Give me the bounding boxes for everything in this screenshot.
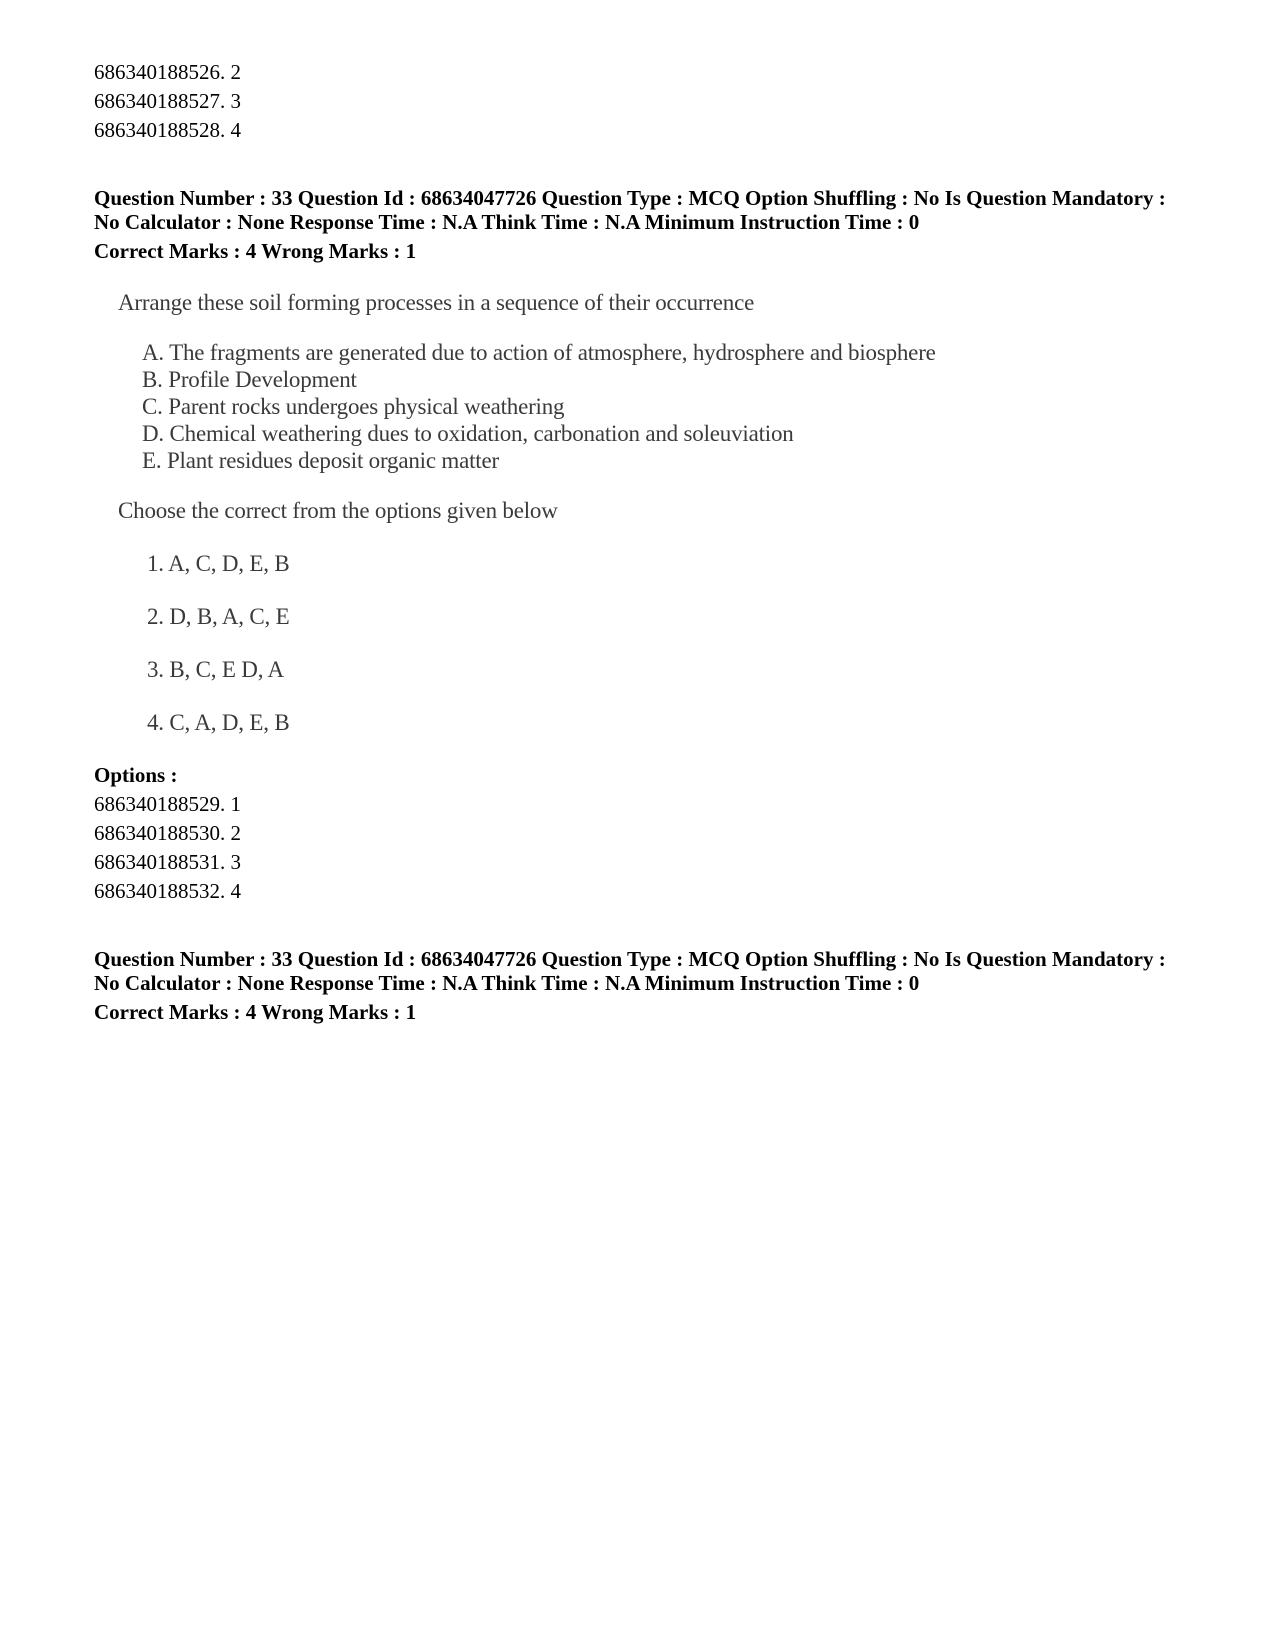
prev-option-line: 686340188527. 3 bbox=[94, 89, 241, 113]
question-stem: Arrange these soil forming processes in a sequence of their occurrence bbox=[118, 290, 755, 315]
next-question-marks: Correct Marks : 4 Wrong Marks : 1 bbox=[94, 1000, 417, 1024]
answer-choice: 1. A, C, D, E, B bbox=[147, 551, 290, 576]
next-question-header-line-2: No Calculator : None Response Time : N.A Think Time : N.A Minimum Instruction Time : 0 bbox=[94, 971, 920, 995]
option-line: 686340188529. 1 bbox=[94, 792, 241, 816]
statement-item: E. Plant residues deposit organic matter bbox=[142, 448, 499, 473]
option-line: 686340188532. 4 bbox=[94, 879, 241, 903]
statement-item: A. The fragments are generated due to action of atmosphere, hydrosphere and biosphere bbox=[142, 340, 936, 365]
question-marks: Correct Marks : 4 Wrong Marks : 1 bbox=[94, 239, 417, 263]
option-line: 686340188530. 2 bbox=[94, 821, 241, 845]
option-line: 686340188531. 3 bbox=[94, 850, 241, 874]
answer-choice: 3. B, C, E D, A bbox=[147, 657, 284, 682]
question-header-line-2: No Calculator : None Response Time : N.A Think Time : N.A Minimum Instruction Time : 0 bbox=[94, 210, 920, 234]
prev-option-line: 686340188528. 4 bbox=[94, 118, 241, 142]
question-header-line-1: Question Number : 33 Question Id : 68634047726 Question Type : MCQ Option Shuffling : No Is Question Mandatory : bbox=[94, 186, 1166, 210]
prev-option-line: 686340188526. 2 bbox=[94, 60, 241, 84]
statement-item: B. Profile Development bbox=[142, 367, 357, 392]
question-instruction: Choose the correct from the options given below bbox=[118, 498, 558, 523]
statement-item: C. Parent rocks undergoes physical weathering bbox=[142, 394, 565, 419]
answer-choice: 2. D, B, A, C, E bbox=[147, 604, 290, 629]
statement-item: D. Chemical weathering dues to oxidation, carbonation and soleuviation bbox=[142, 421, 794, 446]
options-label: Options : bbox=[94, 763, 178, 787]
next-question-header-line-1: Question Number : 33 Question Id : 68634047726 Question Type : MCQ Option Shuffling : No Is Question Mandatory : bbox=[94, 947, 1166, 971]
answer-choice: 4. C, A, D, E, B bbox=[147, 710, 290, 735]
